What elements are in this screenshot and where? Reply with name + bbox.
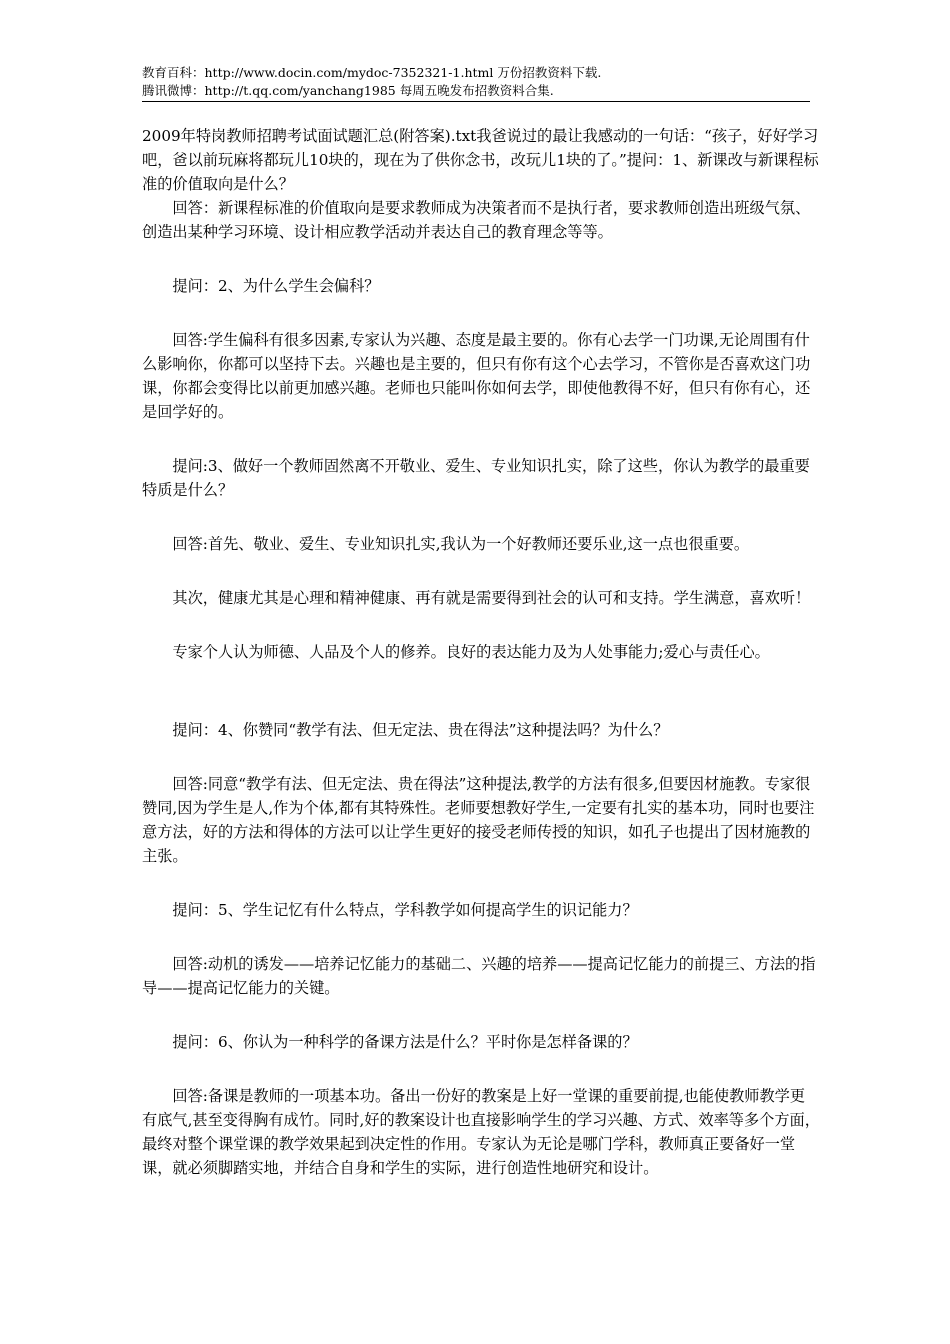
question-4: 提问：4、你赞同“教学有法、但无定法、贵在得法”这种提法吗？为什么？ <box>172 721 669 739</box>
answer-3: 回答:首先、敬业、爱生、专业知识扎实,我认为一个好教师还要乐业,这一点也很重要。 <box>172 535 750 553</box>
answer-5: 回答:动机的诱发——培养记忆能力的基础二、兴趣的培养——提高记忆能力的前提三、方法的指导——提高记忆能力的关键。 <box>142 955 816 997</box>
header-line-docin: 教育百科：http://www.docin.com/mydoc-7352321-1.html 万份招教资料下载. <box>142 65 602 80</box>
header-divider <box>142 101 810 102</box>
answer-6: 回答:备课是教师的一项基本功。备出一份好的教案是上好一堂课的重要前提,也能使教师教学更有底气,甚至变得胸有成竹。同时,好的教案设计也直接影响学生的学习兴趣、方式、效率等多个方面，最终对整个课堂课的教学效果起到决定性的作用。专家认为无论是哪门学科，教师真正要备好一堂课，就必须脚踏实地，并结合自身和学生的实际，进行创造性地研究和设计。 <box>142 1087 820 1177</box>
question-3: 提问:3、做好一个教师固然离不开敬业、爱生、专业知识扎实，除了这些，你认为教学的最重要特质是什么？ <box>142 457 810 499</box>
page-header <box>142 64 810 100</box>
answer-3-continued: 其次，健康尤其是心理和精神健康、再有就是需要得到社会的认可和支持。学生满意，喜欢听！ <box>172 589 811 607</box>
document-body <box>142 124 820 1180</box>
answer-4: 回答:同意“教学有法、但无定法、贵在得法”这种提法,教学的方法有很多,但要因材施教。专家很赞同,因为学生是人,作为个体,都有其特殊性。老师要想教好学生,一定要有扎实的基本功，同时也要注意方法，好的方法和得体的方法可以让学生更好的接受老师传授的知识，如孔子也提出了因材施教的主张。 <box>142 775 815 865</box>
question-5: 提问：5、学生记忆有什么特点，学科教学如何提高学生的识记能力？ <box>172 901 638 919</box>
answer-1: 回答：新课程标准的价值取向是要求教师成为决策者而不是执行者，要求教师创造出班级气氛、创造出某种学习环境、设计相应教学活动并表达自己的教育理念等等。 <box>142 199 811 241</box>
answer-2: 回答:学生偏科有很多因素,专家认为兴趣、态度是最主要的。你有心去学一门功课,无论周围有什么影响你，你都可以坚持下去。兴趣也是主要的，但只有你有这个心去学习，不管你是否喜欢这门功课，你都会变得比以前更加感兴趣。老师也只能叫你如何去学，即使他教得不好，但只有你有心，还是回学好的。 <box>142 331 811 421</box>
intro-question-1: 2009年特岗教师招聘考试面试题汇总(附答案).txt我爸说过的最让我感动的一句话：“孩子，好好学习吧，爸以前玩麻将都玩儿10块的，现在为了供你念书，改玩儿1块的了。”提问：1、新课改与新课程标准的价值取向是什么？ <box>142 127 819 193</box>
question-2: 提问：2、为什么学生会偏科？ <box>172 277 380 295</box>
answer-3-expert: 专家个人认为师德、人品及个人的修养。良好的表达能力及为人处事能力;爱心与责任心。 <box>172 643 770 661</box>
question-6: 提问：6、你认为一种科学的备课方法是什么？平时你是怎样备课的？ <box>172 1033 638 1051</box>
header-line-weibo: 腾讯微博：http://t.qq.com/yanchang1985 每周五晚发布招教资料合集. <box>142 83 554 98</box>
